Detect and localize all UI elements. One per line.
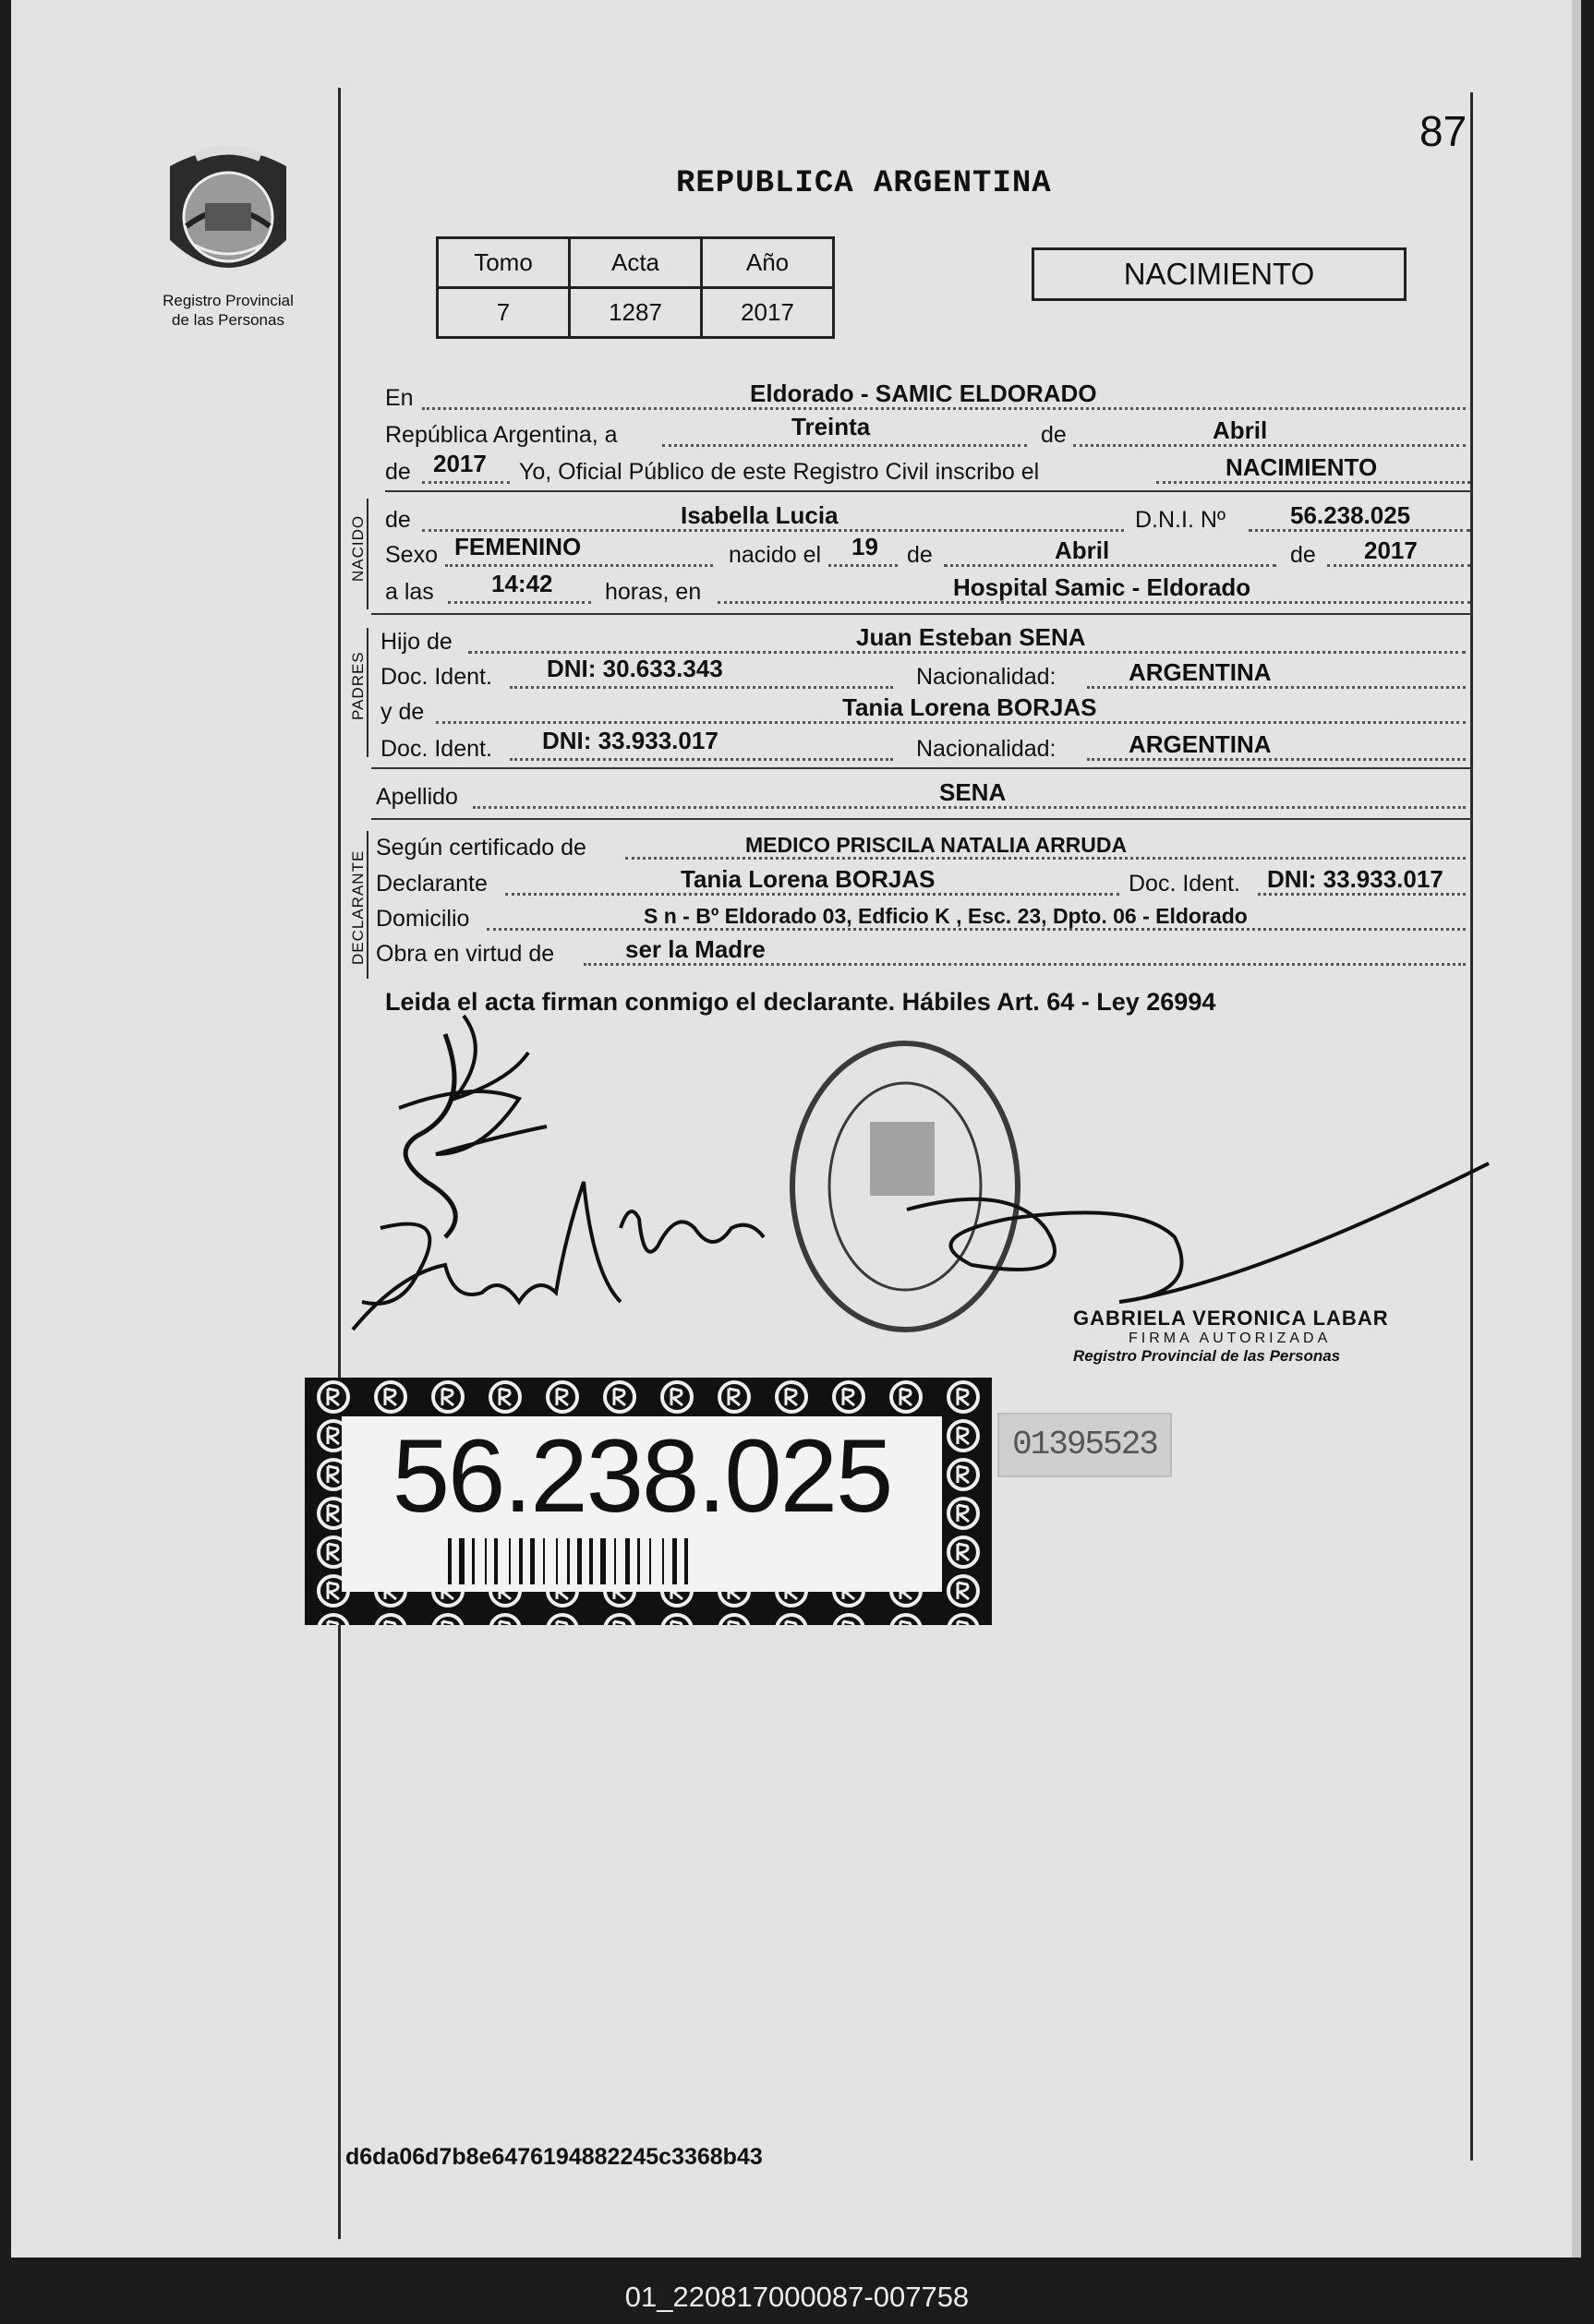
barcode-bar [684,1538,688,1584]
document-page [11,0,1572,2258]
signatures-handwritten [344,997,805,1385]
barcode-bar [543,1538,545,1584]
row-doc-madre [380,728,1475,765]
dotted-line [510,686,893,689]
value-anio: 2017 [433,450,487,477]
section-label-nacido: NACIDO [349,514,367,582]
label-oficial: Yo, Oficial Público de este Registro Civil inscribo el [519,459,1040,485]
label-sexo: Sexo [385,542,438,568]
value-doc2: DNI: 33.933.017 [542,727,719,754]
row-certificado [376,826,1475,863]
serial-number: 01395523 [997,1413,1172,1477]
label-hijo: Hijo de [380,629,453,655]
separator-line [371,613,1473,615]
label-yde: y de [380,699,425,725]
label-nac1: Nacionalidad: [916,664,1057,690]
registry-value-tomo: 7 [438,288,570,338]
value-horas: 14:42 [491,570,553,597]
value-padre: Juan Esteban SENA [856,623,1086,651]
label-obra: Obra en virtud de [376,941,555,967]
province-seal-logo [159,138,297,291]
row-padre [380,620,1475,657]
label-republica: República Argentina, a [385,422,618,448]
label-de: de [1041,422,1067,448]
value-domicilio: S n - Bº Eldorado 03, Edficio K , Esc. 23, Dpto. 06 - Eldorado [644,904,1248,928]
barcode-bar [519,1538,523,1584]
label-en: En [385,385,414,411]
document-hash: d6da06d7b8e6476194882245c3368b43 [345,2144,763,2170]
label-doc3: Doc. Ident. [1129,871,1240,897]
value-doc1: DNI: 30.633.343 [547,655,723,682]
value-cert: MEDICO PRISCILA NATALIA ARRUDA [745,833,1128,857]
value-declarante: Tania Lorena BORJAS [681,865,936,893]
barcode-box [342,1416,942,1592]
dotted-line [510,758,893,761]
barcode-bar [509,1538,511,1584]
row-fecha [385,414,1475,451]
dotted-line [944,564,1276,567]
label-nacido-el: nacido el [729,542,822,568]
row-en [385,377,1475,414]
registry-table [436,236,835,339]
value-en: Eldorado - SAMIC ELDORADO [750,379,1097,407]
row-doc-padre [380,656,1475,692]
value-nacido-mes: Abril [1055,536,1110,564]
barcode-bar [589,1538,593,1584]
barcode-bar [637,1538,640,1584]
barcode-bar [625,1538,630,1584]
barcode-bar [614,1538,616,1584]
value-mes: Abril [1213,416,1268,444]
value-nac2: ARGENTINA [1129,730,1272,758]
row-obra [376,933,1475,969]
record-type-box: NACIMIENTO [1032,247,1407,301]
label-doc2: Doc. Ident. [380,736,492,762]
dotted-line [828,564,898,567]
value-dni: 56.238.025 [1290,501,1411,529]
barcode-bar [649,1538,651,1584]
label-declarante: Declarante [376,871,488,897]
registry-value-acta: 1287 [570,288,702,338]
row-nombre [385,499,1475,536]
barcode-bar [459,1538,465,1584]
label-doc1: Doc. Ident. [380,664,492,690]
separator-line [385,490,1473,492]
section-label-padres: PADRES [349,651,367,720]
value-dia: Treinta [791,413,871,440]
barcode-bars [448,1538,836,1584]
label-domicilio: Domicilio [376,906,470,932]
barcode-bar [485,1538,487,1584]
row-anio [385,451,1475,488]
label-apellido: Apellido [376,784,458,810]
label-nacido-de2: de [1290,542,1316,568]
barcode-bar [577,1538,582,1584]
official-name: GABRIELA VERONICA LABAR [1073,1306,1389,1330]
label-horas-pre: a las [385,579,434,605]
label-de2: de [385,459,411,485]
separator-line [371,818,1473,820]
value-madre: Tania Lorena BORJAS [842,693,1097,721]
registry-header-acta: Acta [570,238,702,288]
value-doc3: DNI: 33.933.017 [1267,865,1443,893]
value-nacido-dia: 19 [851,533,878,560]
document-title: REPUBLICA ARGENTINA [676,166,1052,201]
label-dni: D.N.I. Nº [1135,507,1226,533]
value-apellido: SENA [939,778,1007,806]
value-obra: ser la Madre [625,935,766,963]
label-horas: horas, en [605,579,702,605]
closing-note: Leida el acta firman conmigo el declarante. Hábiles Art. 64 - Ley 26994 [385,988,1216,1016]
registry-value-anio: 2017 [702,288,834,338]
dotted-line [445,564,713,567]
barcode-bar [494,1538,498,1584]
left-margin-line [338,88,341,2239]
label-nac2: Nacionalidad: [916,736,1057,762]
barcode-sticker [305,1378,992,1625]
barcode-bar [530,1538,535,1584]
official-role: FIRMA AUTORIZADA [1129,1331,1332,1346]
barcode-bar [600,1538,606,1584]
page-number: 87 [1419,107,1467,155]
row-declarante [376,862,1475,899]
row-horas [385,571,1475,608]
row-apellido [376,776,1475,813]
barcode-bar [472,1538,475,1584]
label-nacido-de: de [907,542,933,568]
dotted-line [1073,444,1466,447]
section-label-declarante: DECLARANTE [349,849,367,965]
footer-id: 01_220817000087-007758 [624,2281,970,2313]
barcode-bar [662,1538,664,1584]
label-nombre: de [385,507,411,533]
seal-icon [159,138,297,286]
official-signature-block [1073,1306,1424,1366]
dotted-line [662,444,1027,447]
barcode-bar [556,1538,558,1584]
dotted-line [422,481,510,484]
registry-header-anio: Año [702,238,834,288]
value-lugar: Hospital Samic - Eldorado [953,573,1251,601]
logo-label: Registro Provincial de las Personas [163,292,294,329]
dotted-line [448,601,591,604]
value-nacido-anio: 2017 [1364,536,1418,564]
row-domicilio [376,897,1475,934]
separator-line [371,767,1473,769]
barcode-bar [567,1538,570,1584]
registry-header-tomo: Tomo [438,238,570,288]
row-madre [380,691,1475,728]
label-cert: Según certificado de [376,835,586,861]
row-sexo [385,534,1475,571]
value-nac1: ARGENTINA [1129,658,1272,686]
barcode-bar [448,1538,452,1584]
barcode-bar [672,1538,677,1584]
official-org: Registro Provincial de las Personas [1073,1347,1341,1365]
barcode-number: 56.238.025 [392,1418,892,1534]
value-sexo: FEMENINO [454,533,582,560]
value-inscribo: NACIMIENTO [1226,453,1378,481]
value-nombre: Isabella Lucia [681,501,839,529]
